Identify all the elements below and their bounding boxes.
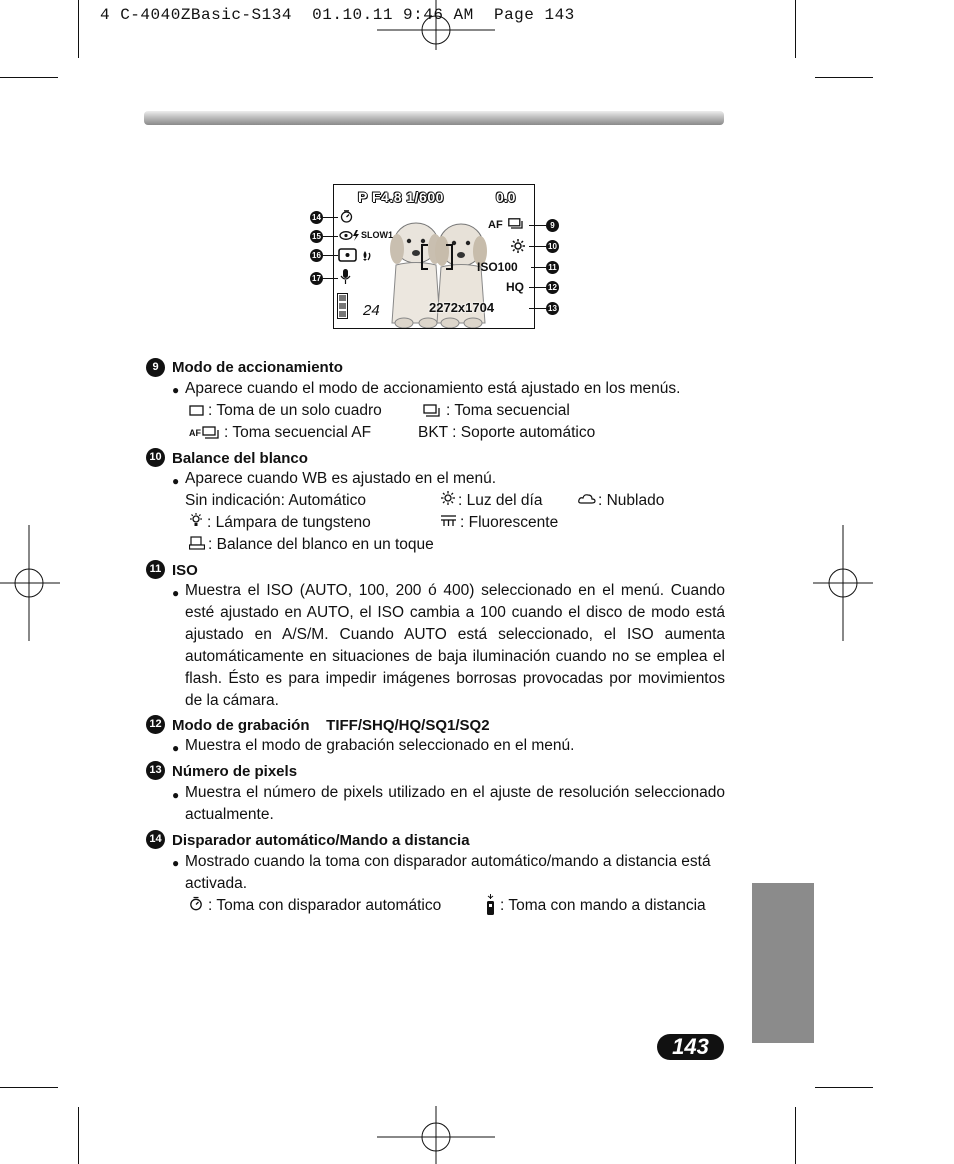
section-number-14: 14 [146,830,165,849]
callout-11: 11 [546,261,559,274]
sequential-icon [423,404,441,418]
section-number-10: 10 [146,448,165,467]
af-mark: AF [189,428,201,438]
section-tab [752,883,814,1043]
memory-gauge-icon [337,293,348,319]
self-timer-icon [340,210,353,223]
crop-mark [0,1087,58,1088]
page-number: 143 [657,1034,724,1060]
lcd-exposure-comp: 0.0 [496,189,516,205]
bullet-icon: ● [172,856,180,870]
callout-12: 12 [546,281,559,294]
crop-mark [815,1087,873,1088]
wb-fluorescent-label: : Fluorescente [460,514,559,531]
lcd-exposure-readout: P F4.8 1/600 [358,189,444,205]
sequential-drive-icon [508,218,524,230]
drive-single-label: : Toma de un solo cuadro [208,402,382,419]
lcd-flash-slow-label: SLOW1 [361,230,394,240]
section-12-text: Muestra el modo de grabación seleccionado en el menú. [185,737,575,754]
red-eye-flash-icon [339,230,361,241]
cloudy-icon [578,493,596,505]
lcd-frames-left: 24 [363,302,380,319]
lcd-resolution: 2272x1704 [429,300,495,315]
section-10-text: Aparece cuando WB es ajustado en el menú. [185,470,497,487]
wb-one-touch-label: : Balance del blanco en un toque [208,536,434,553]
lcd-iso: ISO100 [477,260,518,274]
af-target-mark [420,243,454,271]
af-sequential-icon [202,426,220,440]
crop-mark [78,0,79,58]
section-title-iso: ISO [172,562,198,579]
wb-auto-label: Sin indicación: Automático [185,492,366,509]
section-title-pixels: Número de pixels [172,763,298,780]
callout-leader [529,308,546,309]
tungsten-icon [189,513,203,527]
callout-15: 15 [310,230,323,243]
print-header: 4 C-4040ZBasic-S134 01.10.11 9:46 AM Page 143 [100,6,575,24]
one-touch-wb-icon [189,536,205,550]
single-frame-icon [189,405,204,416]
callout-leader [323,278,338,279]
lcd-drive-af: AF [488,219,503,231]
registration-mark-top [377,0,495,50]
self-timer-label: : Toma con disparador automático [208,897,442,914]
crop-mark [78,1107,79,1164]
section-number-12: 12 [146,715,165,734]
section-9-text: Aparece cuando el modo de accionamiento está ajustado en los menús. [185,380,681,397]
callout-9: 9 [546,219,559,232]
callout-leader [323,217,338,218]
self-timer-icon [189,896,203,911]
crop-mark [795,0,796,58]
daylight-icon [441,491,455,505]
bullet-icon: ● [172,788,180,802]
remote-control-icon [486,894,495,916]
crop-mark [795,1107,796,1164]
callout-10: 10 [546,240,559,253]
callout-leader [323,236,338,237]
callout-13: 13 [546,302,559,315]
registration-mark-right [813,525,873,641]
wb-daylight-label: : Luz del día [458,492,543,509]
section-number-13: 13 [146,761,165,780]
fluorescent-icon [441,514,456,527]
bullet-icon: ● [172,586,180,600]
crop-mark [0,77,58,78]
section-11-text: Muestra el ISO (AUTO, 100, 200 ó 400) seleccionado en el menú. Cuando esté ajustado en AUTO, el ISO cambia a 100 cuando el disco de modo está ajustado en A/S/M. Cuando AUTO está seleccionado, el ISO aumenta automáticamente en situaciones de baja iluminación cuando no se emplea el flash. Ésto es para impedir imágenes borrosas provocadas por movimientos de la cámara. [185,582,725,709]
spot-metering-icon [338,248,376,262]
lcd-quality: HQ [506,280,524,294]
section-14-text: Mostrado cuando la toma con disparador automático/mando a distancia está activada. [185,853,711,892]
callout-leader [529,246,546,247]
bullet-icon: ● [172,474,180,488]
drive-bkt-label: BKT : Soporte automático [418,424,596,441]
section-title-white-balance: Balance del blanco [172,450,308,467]
wb-tungsten-label: : Lámpara de tungsteno [207,514,371,531]
callout-17: 17 [310,272,323,285]
crop-mark [815,77,873,78]
callout-leader [529,287,546,288]
callout-leader [531,267,546,268]
header-bar [144,111,724,125]
remote-control-label: : Toma con mando a distancia [500,897,706,914]
section-number-9: 9 [146,358,165,377]
daylight-wb-icon [511,239,525,253]
section-13-text: Muestra el número de pixels utilizado en el ajuste de resolución seleccionado actualmente. [185,784,725,823]
registration-mark-left [0,525,60,641]
bullet-icon: ● [172,383,180,397]
drive-af-sequential-label: : Toma secuencial AF [224,424,372,441]
callout-16: 16 [310,249,323,262]
drive-sequential-label: : Toma secuencial [446,402,570,419]
microphone-icon [340,269,351,285]
section-title-record-mode: Modo de grabación TIFF/SHQ/HQ/SQ1/SQ2 [172,717,490,734]
section-number-11: 11 [146,560,165,579]
lcd-screen-illustration [333,184,535,329]
callout-leader [529,225,546,226]
wb-cloudy-label: : Nublado [598,492,665,509]
callout-14: 14 [310,211,323,224]
section-title-self-timer: Disparador automático/Mando a distancia [172,832,470,849]
registration-mark-bottom [377,1106,495,1164]
bullet-icon: ● [172,741,180,755]
section-title-drive-mode: Modo de accionamiento [172,359,343,376]
callout-leader [323,255,338,256]
